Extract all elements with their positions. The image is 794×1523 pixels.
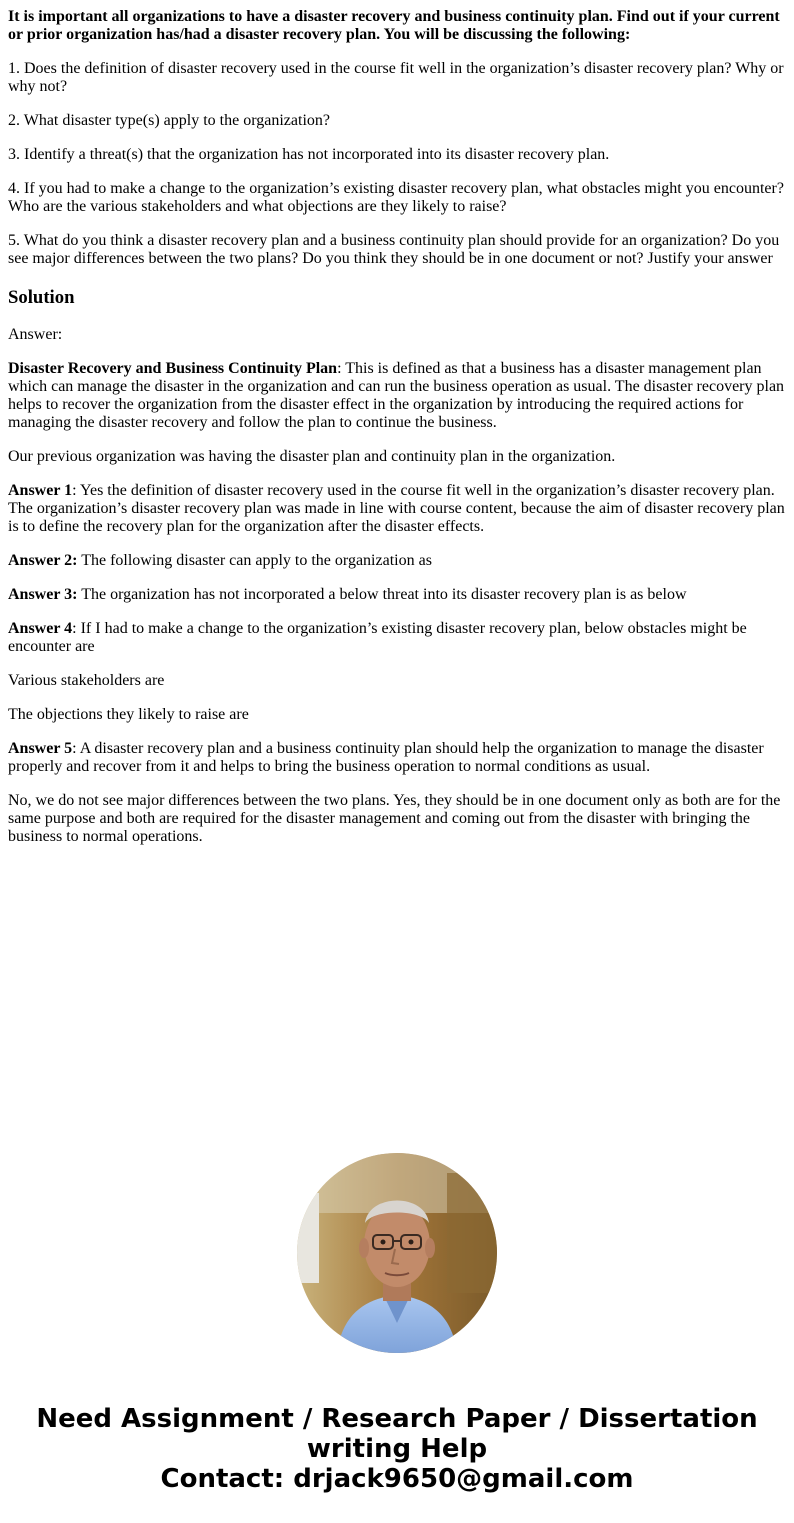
promo-line-help: Need Assignment / Research Paper / Dissertation writing Help bbox=[36, 1404, 758, 1464]
author-avatar bbox=[297, 1153, 497, 1353]
answer-4-paragraph bbox=[8, 620, 786, 656]
author-portrait-image bbox=[297, 1153, 497, 1353]
promo-banner bbox=[0, 1404, 794, 1494]
answer-4-text: : If I had to make a change to the organization’s existing disaster recovery plan, below obstacles might be encounter are bbox=[8, 620, 747, 655]
answer-5-text: : A disaster recovery plan and a business continuity plan should help the organization to manage the disaster properly and recover from it and helps to bring the business operation to normal conditions as usual. bbox=[8, 740, 764, 775]
answer-1-label: Answer 1 bbox=[8, 482, 73, 499]
answer-label: Answer: bbox=[8, 326, 63, 343]
stakeholders-paragraph: Various stakeholders are bbox=[8, 672, 165, 689]
definition-paragraph bbox=[8, 360, 786, 432]
question-intro: It is important all organizations to have a disaster recovery and business continuity plan. Find out if your current or prior organization has/had a disaster recovery plan. You will be discussing the following: bbox=[8, 8, 780, 43]
question-item-2: 2. What disaster type(s) apply to the organization? bbox=[8, 112, 330, 129]
answer-1-text: : Yes the definition of disaster recovery used in the course fit well in the organization’s disaster recovery plan. The organization’s disaster recovery plan was made in line with course content, because the aim of disaster recovery plan is to define the recovery plan for the organization after the disaster effects. bbox=[8, 482, 785, 535]
answer-1-paragraph bbox=[8, 482, 786, 536]
promo-line-contact: Contact: drjack9650@gmail.com bbox=[160, 1464, 634, 1494]
answer-3-text: The organization has not incorporated a below threat into its disaster recovery plan is as below bbox=[77, 586, 687, 603]
previous-organization-paragraph: Our previous organization was having the disaster plan and continuity plan in the organization. bbox=[8, 448, 616, 465]
definition-term: Disaster Recovery and Business Continuity Plan bbox=[8, 360, 338, 377]
conclusion-paragraph: No, we do not see major differences between the two plans. Yes, they should be in one document only as both are for the same purpose and both are required for the disaster management and coming out from the disaster with bringing the business to normal operations. bbox=[8, 792, 781, 845]
answer-2-paragraph bbox=[8, 552, 786, 570]
question-item-4: 4. If you had to make a change to the organization’s existing disaster recovery plan, what obstacles might you encounter? Who are the various stakeholders and what objections are they likely to raise? bbox=[8, 180, 784, 215]
definition-text: : This is defined as that a business has a disaster management plan which can manage the disaster in the organization and can run the business operation as usual. The disaster recovery plan helps to recover the organization from the disaster effect in the organization by introducing the required actions for managing the disaster recovery and follow the plan to continue the business. bbox=[8, 360, 785, 431]
answer-4-label: Answer 4 bbox=[8, 620, 73, 637]
question-item-3: 3. Identify a threat(s) that the organization has not incorporated into its disaster recovery plan. bbox=[8, 146, 610, 163]
document-body bbox=[8, 8, 786, 862]
answer-5-paragraph bbox=[8, 740, 786, 776]
answer-2-label: Answer 2: bbox=[8, 552, 78, 569]
answer-3-paragraph bbox=[8, 586, 786, 604]
answer-5-label: Answer 5 bbox=[8, 740, 73, 757]
question-item-5: 5. What do you think a disaster recovery plan and a business continuity plan should provide for an organization? Do you see major differences between the two plans? Do you think they should be in one document or not? Justify your answer bbox=[8, 232, 780, 267]
answer-2-text: The following disaster can apply to the organization as bbox=[77, 552, 432, 569]
solution-heading: Solution bbox=[8, 287, 75, 308]
objections-paragraph: The objections they likely to raise are bbox=[8, 706, 249, 723]
question-item-1: 1. Does the definition of disaster recovery used in the course fit well in the organization’s disaster recovery plan? Why or why not? bbox=[8, 60, 784, 95]
answer-3-label: Answer 3: bbox=[8, 586, 78, 603]
